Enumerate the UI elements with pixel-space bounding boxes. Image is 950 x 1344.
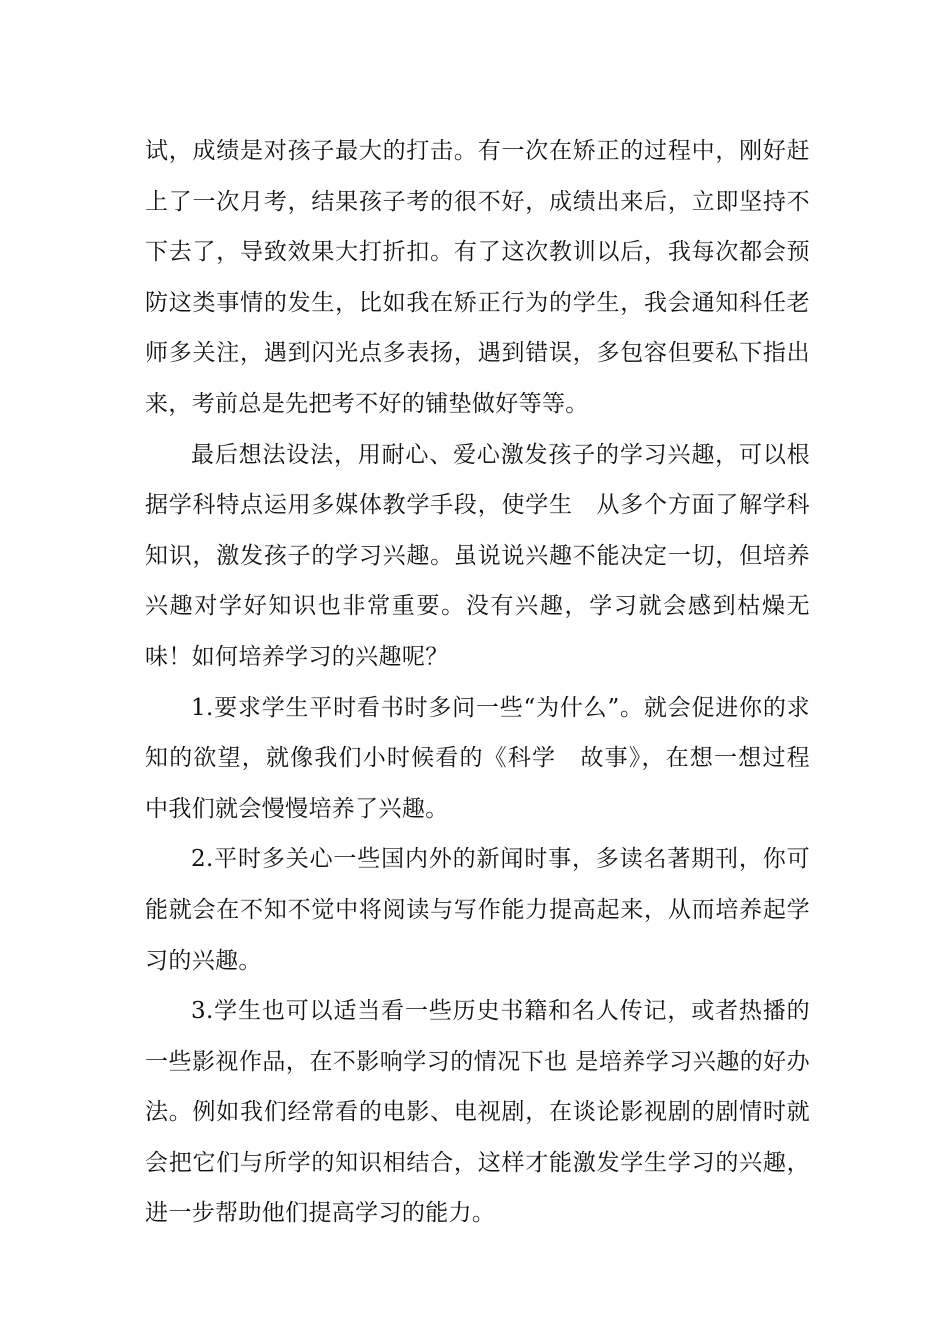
list-item-2: 2.平时多关心一些国内外的新闻时事，多读名著期刊，你可能就会在不知不觉中将阅读与写作能力提高起来，从而培养起学习的兴趣。 <box>145 846 810 974</box>
paragraph-continuation: 试，成绩是对孩子最大的打击。有一次在矫正的过程中，刚好赶上了一次月考，结果孩子考的很不好，成绩出来后，立即坚持不下去了，导致效果大打折扣。有了这次教训以后，我每次都会预防这类事情的发生，比如我在矫正行为的学生，我会通知科任老师多关注，遇到闪光点多表扬，遇到错误，多包容但要私下指出来，考前总是先把考不好的铺垫做好等等。 <box>145 138 810 417</box>
list-item-1: 1.要求学生平时看书时多问一些“为什么”。就会促进你的求知的欲望，就像我们小时候看的《科学 故事》，在想一想过程中我们就会慢慢培养了兴趣。 <box>145 694 810 822</box>
document-body <box>145 126 810 1239</box>
list-item-3: 3.学生也可以适当看一些历史书籍和名人传记，或者热播的一些影视作品，在不影响学习的情况下也 是培养学习兴趣的好办法。例如我们经常看的电影、电视剧，在谈论影视剧的剧情时就会把它们与所学的知识相结合，这样才能激发学生学习的兴趣，进一步帮助他们提高学习的能力。 <box>145 998 810 1227</box>
paragraph-interest: 最后想法设法，用耐心、爱心激发孩子的学习兴趣，可以根据学科特点运用多媒体教学手段，使学生 从多个方面了解学科知识，激发孩子的学习兴趣。虽说说兴趣不能决定一切，但培养兴趣对学好知识也非常重要。没有兴趣，学习就会感到枯燥无味！如何培养学习的兴趣呢？ <box>145 441 810 670</box>
